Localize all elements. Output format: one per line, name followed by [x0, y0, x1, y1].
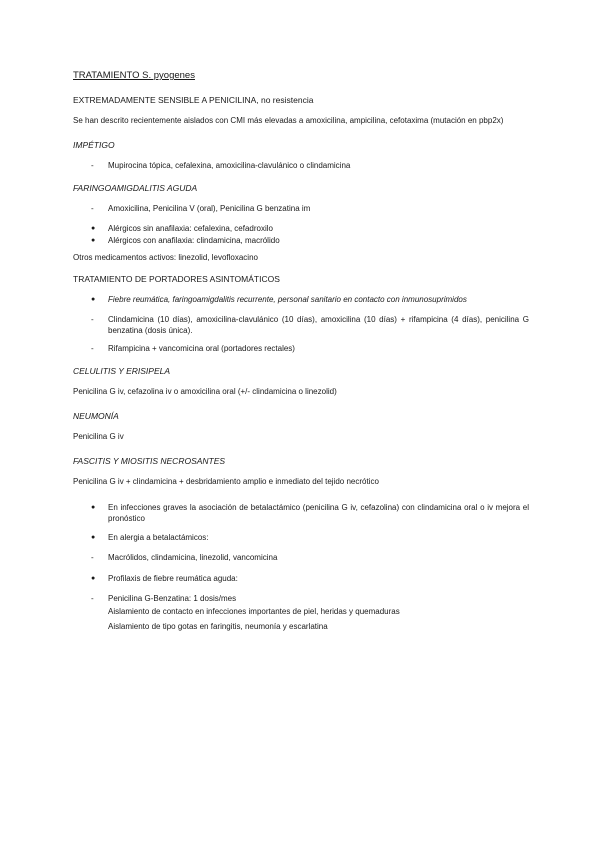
dash-marker: -: [91, 344, 94, 353]
list-item: [73, 573, 529, 584]
list-item: [73, 532, 529, 543]
section-heading-fascitis: FASCITIS Y MIOSITIS NECROSANTES: [73, 456, 226, 466]
section-heading-celulitis: CELULITIS Y ERISIPELA: [73, 366, 171, 376]
list-item-text: Penicilina G-Benzatina: 1 dosis/mes: [108, 594, 237, 603]
list-item: [73, 160, 529, 171]
list-item: [73, 223, 529, 234]
list-item-text: En alergia a betalactámicos:: [108, 533, 209, 542]
neumonia-text: Penicilina G iv: [73, 432, 124, 441]
fascitis-bullet-3: [73, 573, 529, 604]
section-heading-neumonia: NEUMONÍA: [73, 411, 119, 421]
list-item: [73, 552, 529, 563]
dash-marker: -: [91, 594, 94, 603]
list-item: [73, 502, 529, 524]
bullet-marker: ●: [91, 575, 96, 582]
list-item: [73, 343, 529, 354]
bullet-marker: ●: [91, 225, 96, 232]
celulitis-text: Penicilina G iv, cefazolina iv o amoxicilina oral (+/- clindamicina o linezolid): [73, 387, 337, 396]
section-heading-impetigo: IMPÉTIGO: [73, 140, 115, 150]
fascitis-text: Penicilina G iv + clindamicina + desbridamiento amplio e inmediato del tejido necrótico: [73, 477, 379, 486]
list-item: [73, 593, 529, 604]
dash-marker: -: [91, 204, 94, 213]
list-item-text: En infecciones graves la asociación de betalactámico (penicilina G iv, cefazolina) con clindamicina oral o iv mejora el pronóstico: [108, 503, 529, 523]
bullet-marker: ●: [91, 504, 96, 511]
dash-marker: -: [91, 553, 94, 562]
list-item-text: Profilaxis de fiebre reumática aguda:: [108, 574, 238, 583]
bullet-marker: ●: [91, 296, 96, 303]
list-item-text: Alérgicos con anafilaxia: clindamicina, macrólido: [108, 236, 280, 245]
list-item: [73, 235, 529, 246]
faringo-list: [73, 203, 529, 246]
isolation-droplet-text: Aislamiento de tipo gotas en faringitis, neumonía y escarlatina: [108, 622, 328, 631]
list-item-text: Alérgicos sin anafilaxia: cefalexina, cefadroxilo: [108, 224, 273, 233]
portadores-list: [73, 294, 529, 354]
impetigo-list: [73, 160, 529, 171]
bullet-marker: ●: [91, 237, 96, 244]
list-item-text: Mupirocina tópica, cefalexina, amoxicilina-clavulánico o clindamicina: [108, 161, 351, 170]
list-item: [73, 294, 529, 305]
section-heading-faringoamigdalitis: FARINGOAMIGDALITIS AGUDA: [73, 183, 198, 193]
dash-marker: -: [91, 161, 94, 170]
document-title: TRATAMIENTO S. pyogenes: [73, 70, 195, 81]
list-item-text: Amoxicilina, Penicilina V (oral), Penicilina G benzatina im: [108, 204, 311, 213]
faringo-note: Otros medicamentos activos: linezolid, levofloxacino: [73, 253, 258, 262]
isolation-contact-text: Aislamiento de contacto en infecciones importantes de piel, heridas y quemaduras: [108, 607, 400, 616]
fascitis-bullet-1: [73, 502, 529, 524]
list-item-text: Rifampicina + vancomicina oral (portadores rectales): [108, 344, 295, 353]
list-item-text: Clindamicina (10 días), amoxicilina-clavulánico (10 días), amoxicilina (10 días) + rifampicina (4 días), penicilina G benzatina (dosis única).: [108, 315, 529, 335]
section-heading-sensitivity: EXTREMADAMENTE SENSIBLE A PENICILINA, no resistencia: [73, 95, 314, 105]
sensitivity-text: Se han descrito recientemente aislados con CMI más elevadas a amoxicilina, ampicilina, cefotaxima (mutación en pbp2x): [73, 116, 504, 125]
list-item-text: Macrólidos, clindamicina, linezolid, vancomicina: [108, 553, 278, 562]
list-item: [73, 203, 529, 214]
list-item: [73, 314, 529, 336]
fascitis-bullet-2: [73, 532, 529, 563]
bullet-marker: ●: [91, 534, 96, 541]
list-item-text: Fiebre reumática, faringoamigdalitis recurrente, personal sanitario en contacto con inmunosuprimidos: [108, 295, 467, 304]
document-page: [73, 70, 529, 636]
dash-marker: -: [91, 315, 94, 324]
section-heading-portadores: TRATAMIENTO DE PORTADORES ASINTOMÁTICOS: [73, 274, 280, 284]
